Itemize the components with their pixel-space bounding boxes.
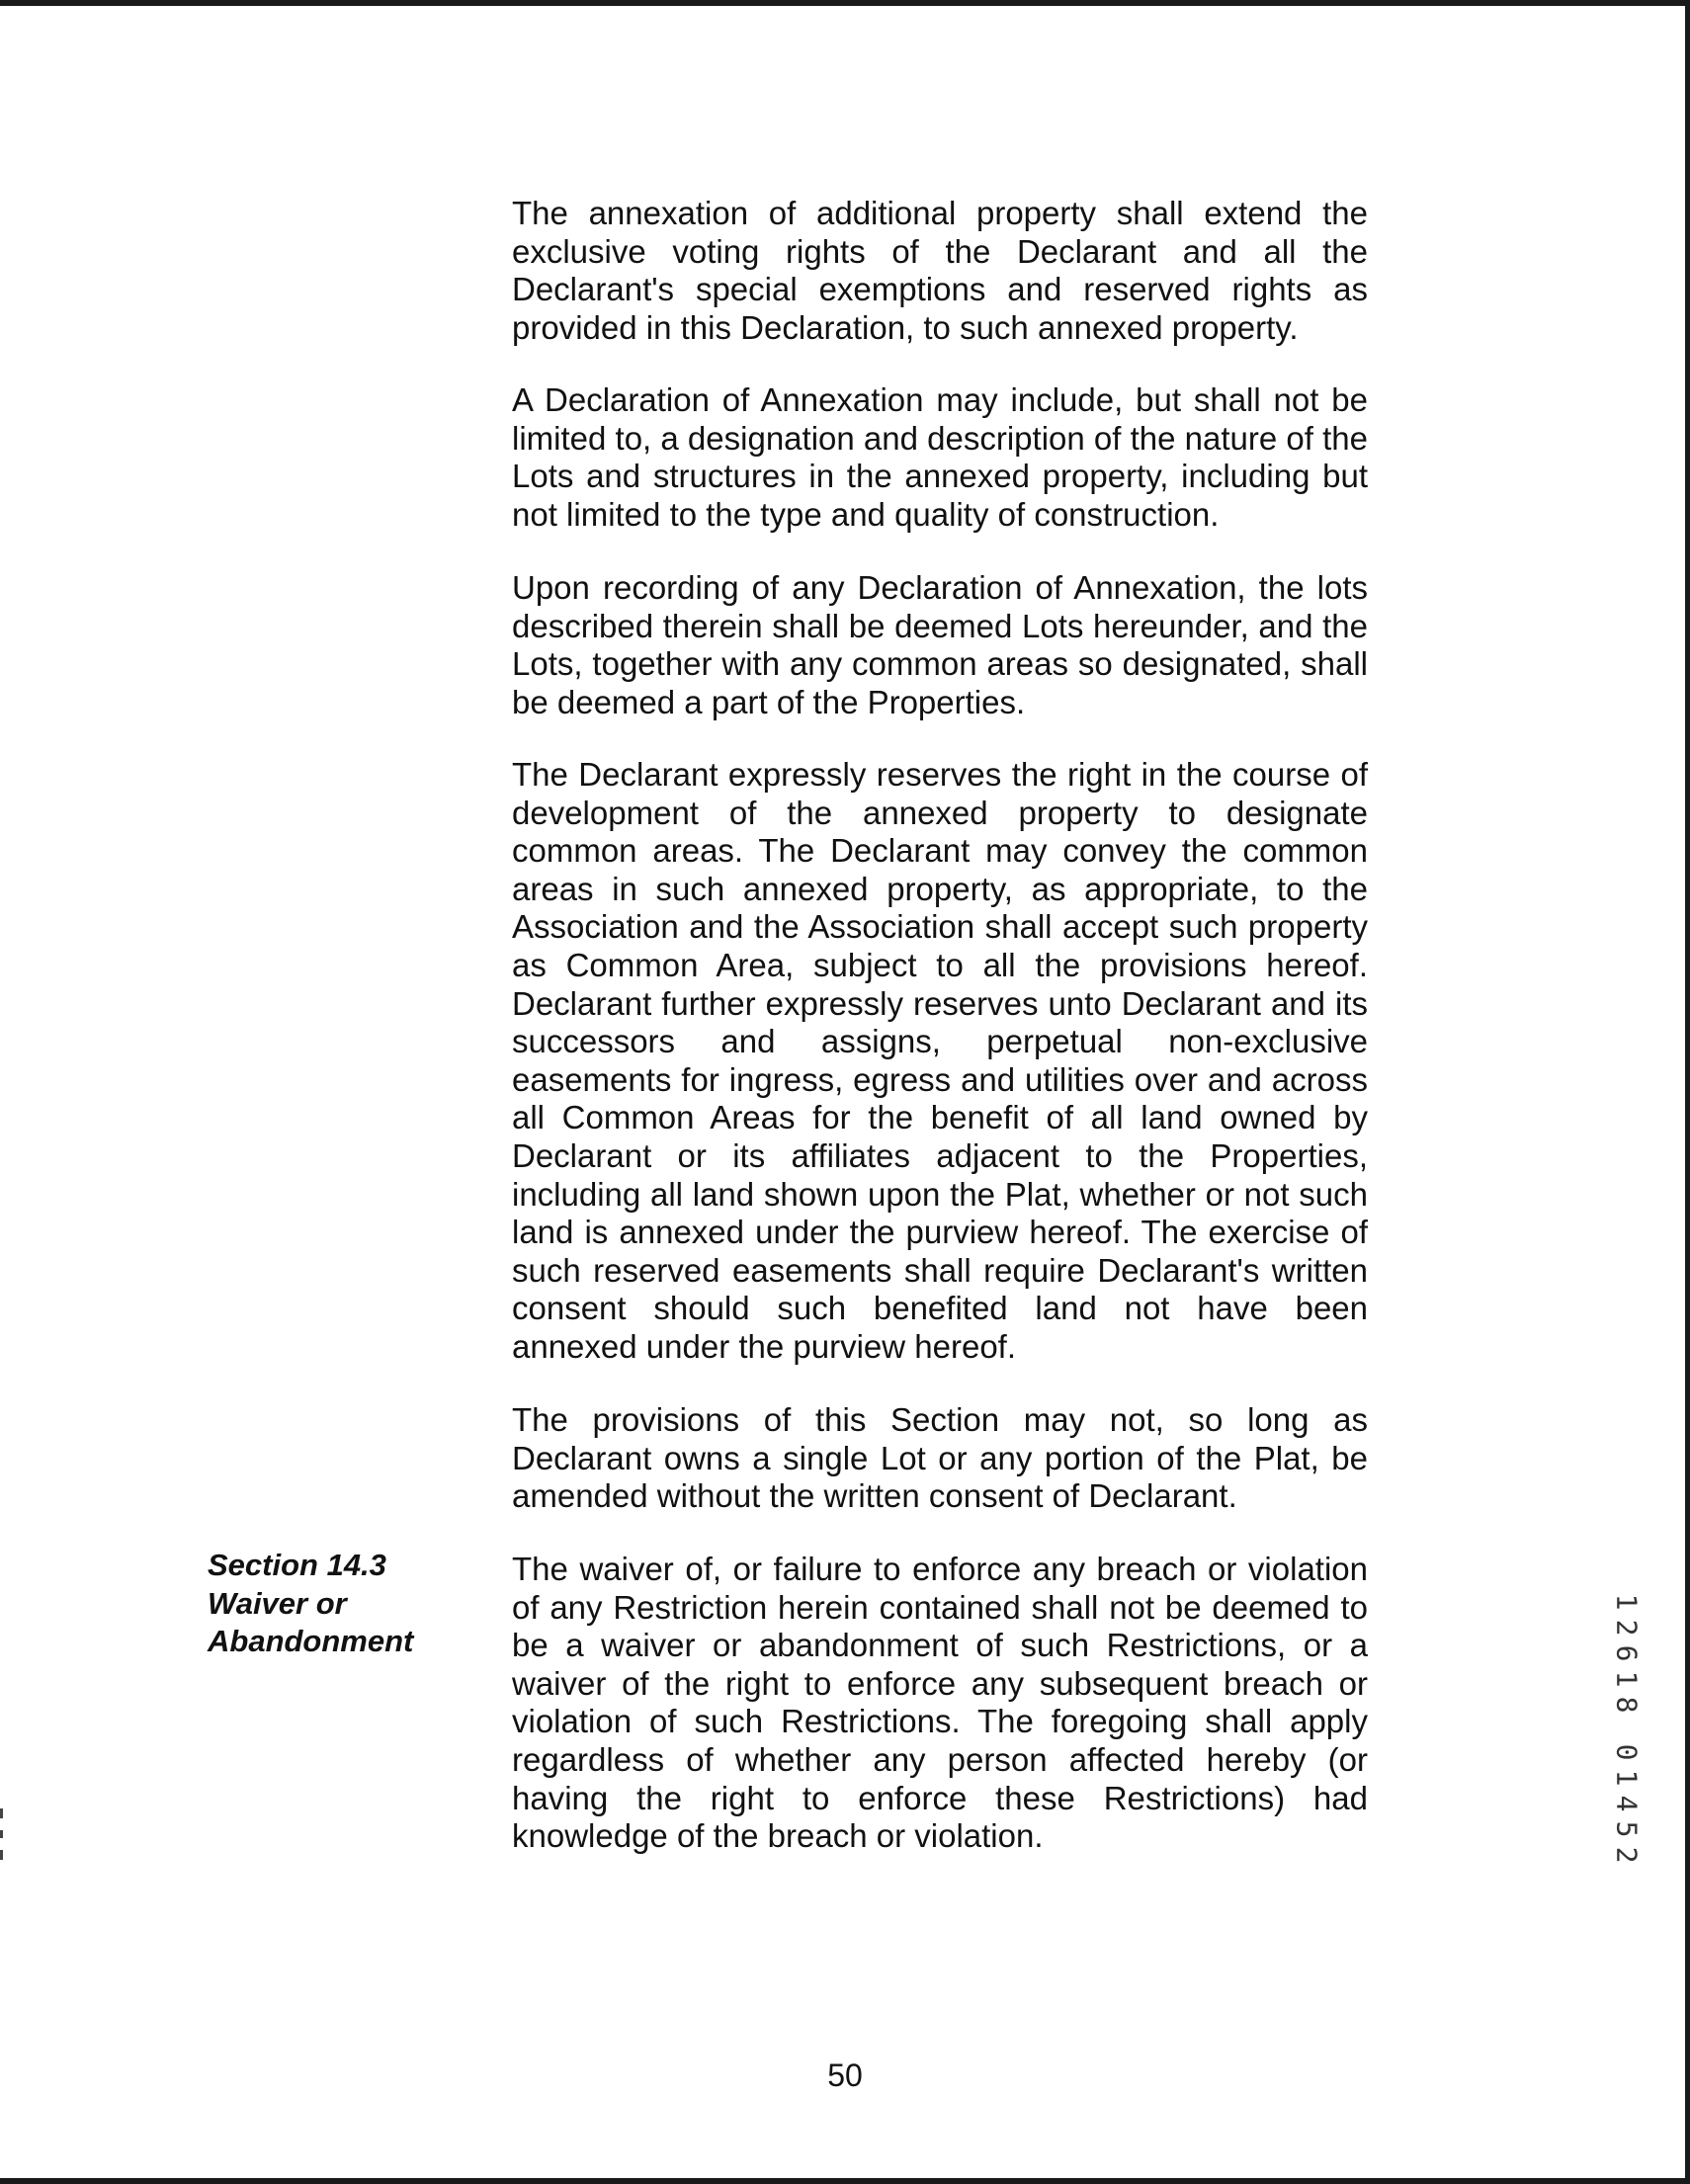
scan-border-bottom <box>0 2178 1690 2184</box>
stamp-digit: 1 <box>1609 1593 1643 1611</box>
scan-edge-mark <box>0 1808 3 1818</box>
stamp-digit: 6 <box>1609 1644 1643 1662</box>
section-title-line2: Abandonment <box>208 1624 414 1659</box>
stamp-digit: 1 <box>1609 1670 1643 1688</box>
stamp-digit: 1 <box>1609 1769 1643 1787</box>
recording-stamp-number <box>1609 1589 1643 1868</box>
stamp-digit: 0 <box>1609 1743 1643 1761</box>
stamp-digit: 8 <box>1609 1696 1643 1714</box>
scan-border-top <box>0 0 1690 6</box>
paragraph-waiver-or-abandonment: The waiver of, or failure to enforce any breach or violation of any Restriction herein contained shall not be deemed to be a waiver or abandonment of such Restrictions, or a waiver of the right to enforce any subsequent breach or violation of such Restrictions. The foregoing shall apply regardless of whether any person affected hereby (or having the right to enforce these Restrictions) had knowledge of the breach or violation. <box>512 1551 1368 1855</box>
scan-edge-mark <box>0 1830 3 1838</box>
section-number: Section 14.3 <box>208 1548 386 1582</box>
page-number: 50 <box>827 2058 863 2093</box>
stamp-digit: 4 <box>1609 1795 1643 1812</box>
stamp-digit: 2 <box>1609 1619 1643 1637</box>
section-title-line1: Waiver or <box>208 1585 347 1621</box>
paragraph-declaration-of-annexation: A Declaration of Annexation may include, but shall not be limited to, a designation and description of the nature of the Lots and structures in the annexed property, including but not limited to the type and quality of construction. <box>512 381 1368 533</box>
stamp-digit: 5 <box>1609 1820 1643 1838</box>
paragraph-annexation-voting-rights: The annexation of additional property shall extend the exclusive voting rights of the Declarant and all the Declarant's special exemptions and reserved rights as provided in this Declaration, to such annexed property. <box>512 195 1368 346</box>
section-heading-14-3 <box>208 1547 465 1661</box>
paragraph-reserved-rights: The Declarant expressly reserves the right in the course of development of the annexed property to designate common areas. The Declarant may convey the common areas in such annexed property, as appropriate, to the Association and the Association shall accept such property as Common Area, subject to all the provisions hereof. Declarant further expressly reserves unto Declarant and its successors and assigns, perpetual non-exclusive easements for ingress, egress and utilities over and across all Common Areas for the benefit of all land owned by Declarant or its affiliates adjacent to the Properties, including all land shown upon the Plat, whether or not such land is annexed under the purview hereof. The exercise of such reserved easements shall require Declarant's written consent should such benefited land not have been annexed under the purview hereof. <box>512 756 1368 1365</box>
paragraph-section-amendment: The provisions of this Section may not, so long as Declarant owns a single Lot or any portion of the Plat, be amended without the written consent of Declarant. <box>512 1401 1368 1515</box>
paragraph-recording-of-annexation: Upon recording of any Declaration of Annexation, the lots described therein shall be deemed Lots hereunder, and the Lots, together with any common areas so designated, shall be deemed a part of the Properties. <box>512 569 1368 720</box>
scan-border-right <box>1685 0 1690 2184</box>
scan-edge-mark <box>0 1850 3 1860</box>
stamp-digit: 2 <box>1609 1846 1643 1864</box>
